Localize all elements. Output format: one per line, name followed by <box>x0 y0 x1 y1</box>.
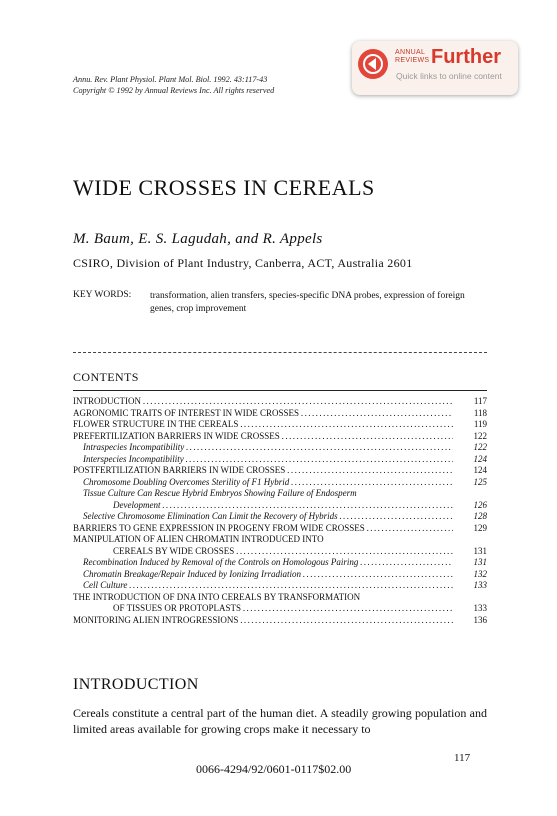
toc-entry[interactable]: MANIPULATION OF ALIEN CHROMATIN INTRODUCED INTO <box>73 534 324 544</box>
toc-entry[interactable]: FLOWER STRUCTURE IN THE CEREALS . . . 119 <box>73 419 487 431</box>
badge-quick-links: Quick links to online content <box>396 71 502 81</box>
toc-subentry[interactable]: Cell Culture . . . 133 <box>73 580 487 592</box>
toc-subentry[interactable]: Selective Chromosome Elimination Can Limit the Recovery of Hybrids . . . 128 <box>73 511 487 523</box>
toc-entry[interactable]: INTRODUCTION . . . 117 <box>73 396 487 408</box>
citation-copyright: Copyright © 1992 by Annual Reviews Inc. All rights reserved <box>73 86 275 95</box>
article-title: WIDE CROSSES IN CEREALS <box>73 175 375 200</box>
page-number: 117 <box>454 752 471 764</box>
toc-subentry[interactable]: Chromatin Breakage/Repair Induced by Ionizing Irradiation . . . 132 <box>73 569 487 581</box>
badge-annual: ANNUAL <box>395 49 426 56</box>
arrow-left-icon <box>358 49 388 79</box>
citation-block <box>73 74 274 96</box>
toc-subentry[interactable]: Interspecies Incompatibility . . . 124 <box>73 454 487 466</box>
toc-subentry[interactable]: Chromosome Doubling Overcomes Sterility of F1 Hybrid . . . 125 <box>73 477 487 489</box>
badge-further: Further <box>431 46 501 68</box>
toc-entry[interactable]: POSTFERTILIZATION BARRIERS IN WIDE CROSSES . . . 124 <box>73 465 487 477</box>
toc-entry-continued[interactable]: OF TISSUES OR PROTOPLASTS . . . 133 <box>73 603 487 615</box>
toc-entry[interactable]: BARRIERS TO GENE EXPRESSION IN PROGENY FROM WIDE CROSSES . . . 129 <box>73 523 487 535</box>
keywords-label: KEY WORDS: <box>73 290 132 300</box>
contents-rule <box>73 390 487 391</box>
article-code: 0066-4294/92/0601-0117$02.00 <box>196 762 352 776</box>
body-paragraph: Cereals constitute a central part of the human diet. A steadily growing population and limited areas available for growing crops make it necessary to <box>73 706 487 736</box>
toc-subentry[interactable]: Tissue Culture Can Rescue Hybrid Embryos Showing Failure of Endosperm <box>83 488 357 498</box>
authors: M. Baum, E. S. Lagudah, and R. Appels <box>73 231 323 247</box>
toc-subentry[interactable]: Recombination Induced by Removal of the Controls on Homologous Pairing . . . 131 <box>73 557 487 569</box>
toc-subentry-continued[interactable]: Development . . . 126 <box>73 500 487 512</box>
affiliation: CSIRO, Division of Plant Industry, Canberra, ACT, Australia 2601 <box>73 256 413 270</box>
toc-entry-continued[interactable]: CEREALS BY WIDE CROSSES . . . 131 <box>73 546 487 558</box>
further-badge[interactable] <box>352 41 518 95</box>
toc-entry[interactable]: PREFERTILIZATION BARRIERS IN WIDE CROSSES . . . 122 <box>73 431 487 443</box>
divider <box>73 352 487 353</box>
contents-heading: CONTENTS <box>73 370 139 384</box>
keywords-text: transformation, alien transfers, species-specific DNA probes, expression of foreign genes, crop improvement <box>150 291 465 314</box>
toc-entry[interactable]: MONITORING ALIEN INTROGRESSIONS . . . 136 <box>73 615 487 627</box>
toc-entry[interactable]: AGRONOMIC TRAITS OF INTEREST IN WIDE CROSSES . . . 118 <box>73 408 487 420</box>
badge-reviews: REVIEWS <box>395 57 430 64</box>
toc-entry[interactable]: THE INTRODUCTION OF DNA INTO CEREALS BY TRANSFORMATION <box>73 591 361 602</box>
table-of-contents <box>73 396 487 626</box>
section-heading: INTRODUCTION <box>73 676 199 693</box>
citation-journal: Annu. Rev. Plant Physiol. Plant Mol. Biol. 1992. 43:117-43 <box>73 75 268 84</box>
toc-subentry[interactable]: Intraspecies Incompatibility . . . 122 <box>73 442 487 454</box>
